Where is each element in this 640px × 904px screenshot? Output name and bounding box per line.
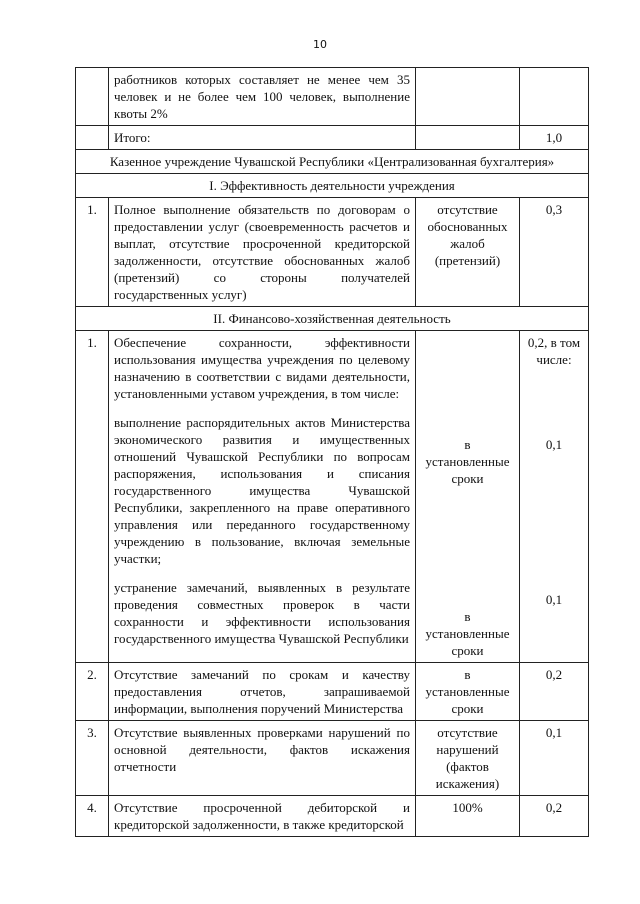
row-criterion: отсутствие обоснованных жалоб (претензий) <box>416 198 520 307</box>
row-number-cell <box>76 68 109 126</box>
row-number: 1. <box>76 198 109 307</box>
total-label: Итого: <box>109 126 416 150</box>
page-number: 10 <box>313 38 327 51</box>
row-criterion: в установленные сроки <box>416 663 520 721</box>
row-description: Обеспечение сохранности, эффективности использования имущества учреждения по целевому назначению в соответствии с видами деятельности, установленными уставом учреждения, в том числе: <box>114 335 410 401</box>
row-value: 0,2 <box>520 663 589 721</box>
row-description: Отсутствие просроченной дебиторской и кредиторской задолженности, в также кредиторской <box>109 796 416 837</box>
table-row-total <box>76 126 589 150</box>
row-value <box>520 68 589 126</box>
section-2-heading: II. Финансово-хозяйственная деятельность <box>76 307 589 331</box>
row-description-group <box>109 331 416 663</box>
table-row-continuation <box>76 68 589 126</box>
row-description: Полное выполнение обязательств по договорам о предоставлении услуг (своевременность расчетов и выплат, отсутствие просроченной кредиторской задолженности, отсутствие обоснованных жалоб (претензий) со стороны получателей государственных услуг) <box>109 198 416 307</box>
table-row <box>76 663 589 721</box>
sub-item-description: выполнение распорядительных актов Министерства экономического развития и имущественных отношений Чувашской Республики по вопросам распоряжения, использования и списания государственного имущества Чувашской Республики, закрепленного на праве оперативного управления или переданного государственному учреждению в пользование, включая земельные участки; <box>114 415 410 566</box>
sub-item-description: устранение замечаний, выявленных в результате проведения совместных проверок в части сохранности и эффективности использования государственного имущества Чувашской Республики <box>114 580 410 646</box>
table-row-section-1 <box>76 174 589 198</box>
row-description: работников которых составляет не менее чем 35 человек и не более чем 100 человек, выполнение квоты 2% <box>109 68 416 126</box>
table-row <box>76 721 589 796</box>
table-row <box>76 198 589 307</box>
row-number: 1. <box>76 331 109 663</box>
row-value: 0,2, в том числе: <box>527 335 581 367</box>
row-number: 2. <box>76 663 109 721</box>
row-value: 0,3 <box>520 198 589 307</box>
sub-item-value: 0,1 <box>545 592 563 607</box>
row-description: Отсутствие выявленных проверками нарушений по основной деятельности, фактов искажения отчетности <box>109 721 416 796</box>
row-number-cell <box>76 126 109 150</box>
indicators-table <box>75 67 589 837</box>
row-description: Отсутствие замечаний по срокам и качеству предоставления отчетов, запрашиваемой информации, выполнения поручений Министерства <box>109 663 416 721</box>
row-criterion: отсутствие нарушений (фактов искажения) <box>416 721 520 796</box>
row-criterion-group <box>416 331 520 663</box>
table-row <box>76 331 589 663</box>
sub-item-criterion: в установленные сроки <box>425 437 510 486</box>
institution-heading: Казенное учреждение Чувашской Республики «Централизованная бухгалтерия» <box>76 150 589 174</box>
table-row <box>76 796 589 837</box>
row-value: 0,2 <box>520 796 589 837</box>
row-number: 3. <box>76 721 109 796</box>
row-criterion <box>416 126 520 150</box>
table-row-institution <box>76 150 589 174</box>
row-criterion: 100% <box>416 796 520 837</box>
sub-item-value: 0,1 <box>545 437 563 452</box>
table-row-section-2 <box>76 307 589 331</box>
row-number: 4. <box>76 796 109 837</box>
row-value: 0,1 <box>520 721 589 796</box>
total-value: 1,0 <box>520 126 589 150</box>
sub-item-criterion: в установленные сроки <box>425 609 510 658</box>
row-value-group <box>520 331 589 663</box>
section-1-heading: I. Эффективность деятельности учреждения <box>76 174 589 198</box>
row-criterion <box>416 68 520 126</box>
